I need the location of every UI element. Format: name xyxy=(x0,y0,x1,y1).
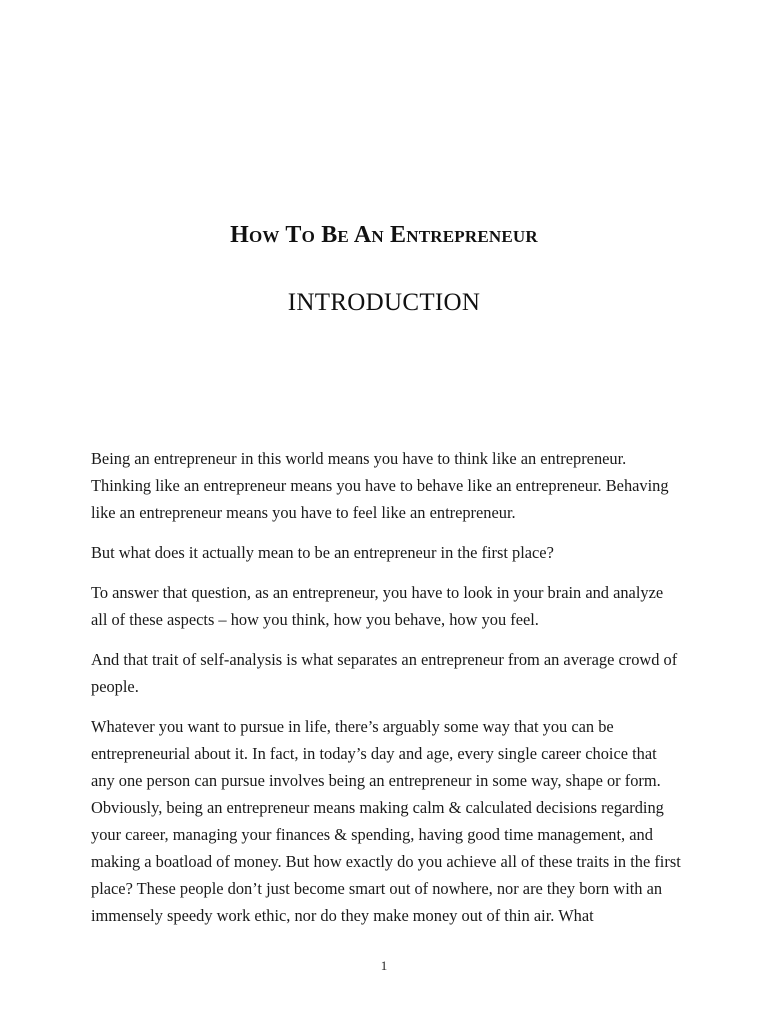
paragraph: Whatever you want to pursue in life, there’s arguably some way that you can be entrepreneurial about it. In fact, in today’s day and age, every single career choice that any one person can pursue involves being an entrepreneur in some way, shape or form. Obviously, being an entrepreneur means making calm & calculated decisions regarding your career, managing your finances & spending, having good time management, and making a boatload of money. But how exactly do you achieve all of these traits in the first place? These people don’t just become smart out of nowhere, nor are they born with an immensely speedy work ethic, nor do they make money out of thin air. What xyxy=(91,717,681,925)
body-text xyxy=(91,445,683,942)
paragraph: But what does it actually mean to be an entrepreneur in the first place? xyxy=(91,543,554,562)
book-title: How To Be An Entrepreneur xyxy=(230,222,538,248)
paragraph: And that trait of self-analysis is what separates an entrepreneur from an average crowd of people. xyxy=(91,650,678,696)
page-number: 1 xyxy=(380,958,388,973)
chapter-title: INTRODUCTION xyxy=(287,289,481,316)
paragraph: To answer that question, as an entrepreneur, you have to look in your brain and analyze all of these aspects – how you think, how you behave, how you feel. xyxy=(91,583,664,629)
paragraph: Being an entrepreneur in this world means you have to think like an entrepreneur. Thinking like an entrepreneur means you have to behave like an entrepreneur. Behaving like an entrepreneur means you have to feel like an entrepreneur. xyxy=(91,449,669,522)
